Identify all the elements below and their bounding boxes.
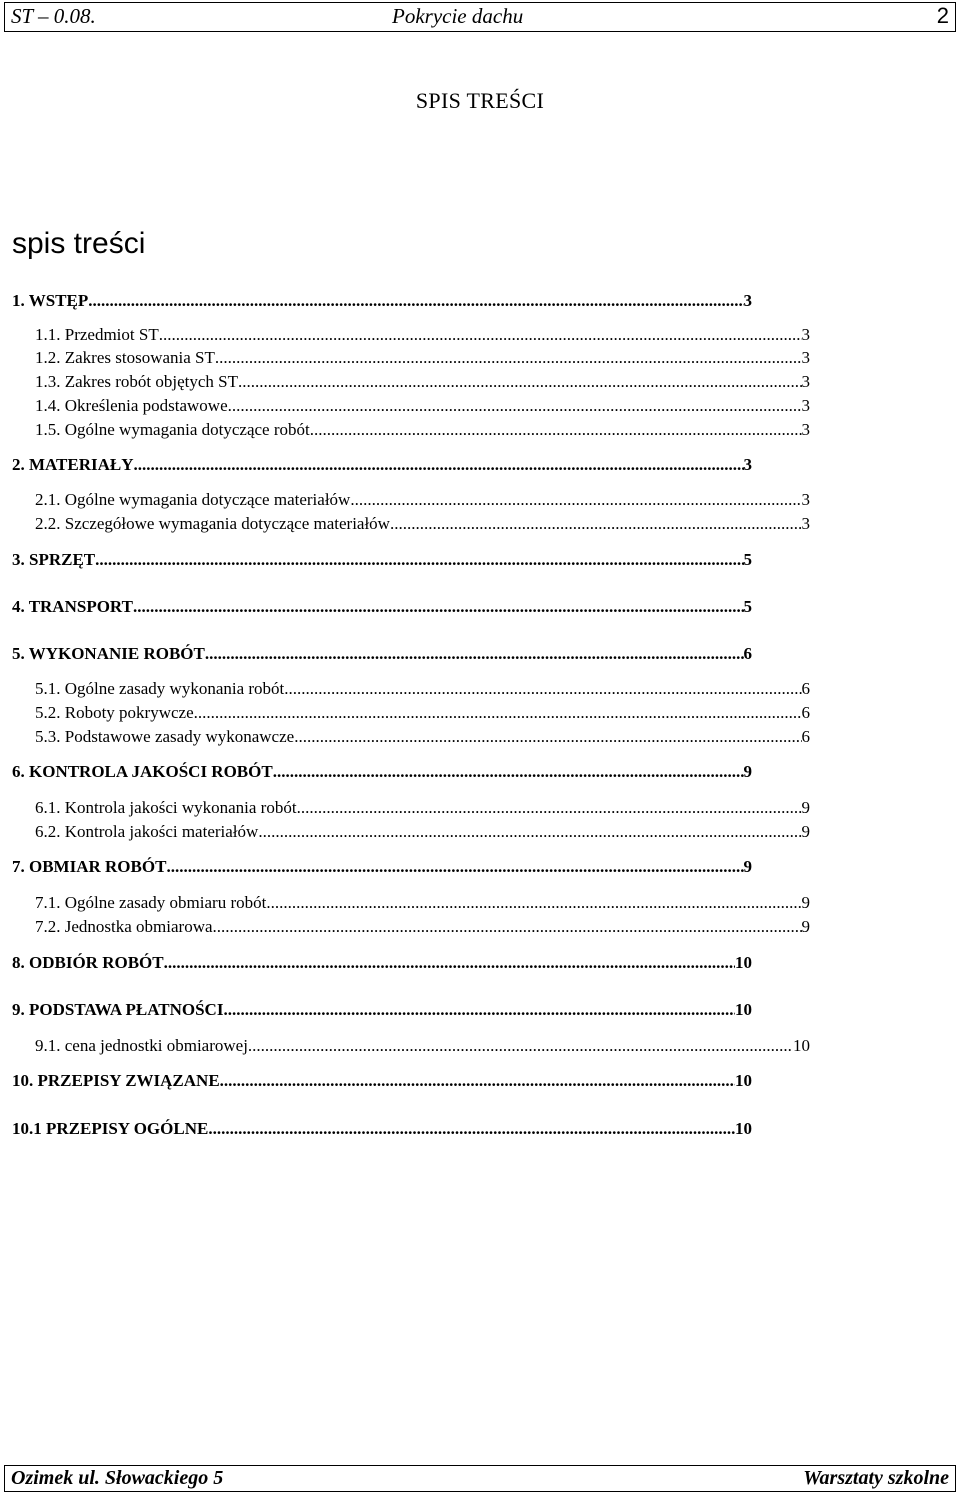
toc-leader-dots (284, 679, 801, 699)
toc-entry-label: 2.1. Ogólne wymagania dotyczące materiałów (35, 490, 351, 509)
toc-entry-page: 5 (743, 550, 752, 569)
toc-leader-dots (258, 822, 801, 842)
toc-leader-dots (208, 1119, 735, 1139)
toc-entry-page: 9 (743, 857, 752, 876)
toc-entry-label: 7. OBMIAR ROBÓT (12, 857, 167, 876)
toc-leader-dots (310, 420, 802, 440)
toc-entry-page: 6 (743, 644, 752, 663)
toc-entry[interactable] (12, 1071, 752, 1093)
toc-leader-dots (238, 372, 801, 392)
toc-entry-label: 7.1. Ogólne zasady obmiaru robót (35, 893, 267, 912)
toc-leader-dots (194, 703, 802, 723)
toc-entry-label: 8. ODBIÓR ROBÓT (12, 953, 164, 972)
header-spec-code: ST – 0.08. (11, 4, 96, 28)
toc-entry-page: 6 (801, 703, 810, 722)
toc-entry-label: 6.2. Kontrola jakości materiałów (35, 822, 259, 841)
toc-entry[interactable] (35, 348, 810, 370)
toc-leader-dots (88, 291, 743, 311)
toc-leader-dots (248, 1036, 793, 1056)
toc-entry[interactable] (12, 953, 752, 975)
toc-entry-page: 9 (743, 762, 752, 781)
toc-entry-label: 10. PRZEPISY ZWIĄZANE (12, 1071, 220, 1090)
toc-leader-dots (159, 325, 802, 345)
toc-leader-dots (95, 550, 743, 570)
page-header (4, 2, 956, 32)
toc-heading: spis treści (12, 227, 146, 260)
document-title: SPIS TREŚCI (415, 88, 545, 113)
toc-entry-label: 6. KONTROLA JAKOŚCI ROBÓT (12, 762, 273, 781)
toc-entry-page: 6 (801, 679, 810, 698)
toc-entry-label: 5.3. Podstawowe zasady wykonawcze (35, 727, 295, 746)
toc-entry-label: 1.1. Przedmiot ST (35, 325, 159, 344)
toc-leader-dots (294, 727, 801, 747)
toc-leader-dots (297, 798, 802, 818)
toc-entry-page: 10 (735, 1071, 752, 1090)
toc-leader-dots (133, 597, 744, 617)
toc-entry-label: 5.2. Roboty pokrywcze (35, 703, 194, 722)
toc-entry[interactable] (12, 550, 752, 572)
toc-leader-dots (390, 514, 802, 534)
toc-entry-page: 10 (735, 1119, 752, 1138)
toc-entry-label: 4. TRANSPORT (12, 597, 133, 616)
toc-leader-dots (228, 396, 802, 416)
toc-entry-page: 9 (801, 798, 810, 817)
toc-leader-dots (166, 857, 743, 877)
page-footer (4, 1465, 956, 1492)
toc-entry-page: 10 (735, 953, 752, 972)
toc-leader-dots (134, 455, 744, 475)
toc-entry[interactable] (35, 798, 810, 820)
toc-entry-page: 5 (743, 597, 752, 616)
toc-entry[interactable] (35, 822, 810, 844)
toc-entry[interactable] (12, 597, 752, 619)
toc-entry-page: 3 (801, 420, 810, 439)
toc-entry-page: 6 (801, 727, 810, 746)
toc-entry-page: 3 (743, 291, 752, 310)
toc-entry-page: 9 (801, 917, 810, 936)
toc-entry[interactable] (12, 1000, 752, 1022)
toc-entry-page: 3 (801, 396, 810, 415)
toc-leader-dots (215, 348, 802, 368)
toc-entry-page: 3 (801, 490, 810, 509)
toc-entry-page: 10 (793, 1036, 810, 1055)
toc-entry[interactable] (12, 644, 752, 666)
toc-entry-label: 3. SPRZĘT (12, 550, 96, 569)
toc-entry-label: 1.3. Zakres robót objętych ST (35, 372, 239, 391)
toc-entry[interactable] (35, 893, 810, 915)
toc-entry-label: 9.1. cena jednostki obmiarowej (35, 1036, 248, 1055)
toc-leader-dots (266, 893, 801, 913)
toc-entry[interactable] (12, 762, 752, 784)
toc-entry-label: 1. WSTĘP (12, 291, 89, 310)
footer-location: Warsztaty szkolne (803, 1467, 949, 1489)
toc-entry-page: 9 (801, 893, 810, 912)
toc-entry-label: 2.2. Szczegółowe wymagania dotyczące materiałów (35, 514, 390, 533)
toc-entry[interactable] (12, 291, 752, 313)
toc-entry[interactable] (35, 1036, 810, 1058)
toc-entry[interactable] (35, 514, 810, 536)
toc-leader-dots (213, 917, 802, 937)
toc-entry-label: 2. MATERIAŁY (12, 455, 134, 474)
toc-entry-label: 10.1 PRZEPISY OGÓLNE (12, 1119, 209, 1138)
toc-entry[interactable] (35, 325, 810, 347)
toc-entry-label: 1.5. Ogólne wymagania dotyczące robót (35, 420, 310, 439)
toc-entry-label: 9. PODSTAWA PŁATNOŚCI (12, 1000, 224, 1019)
toc-entry-label: 7.2. Jednostka obmiarowa (35, 917, 213, 936)
toc-entry-label: 5.1. Ogólne zasady wykonania robót (35, 679, 285, 698)
toc-leader-dots (220, 1071, 735, 1091)
toc-entry-label: 6.1. Kontrola jakości wykonania robót (35, 798, 297, 817)
toc-entry-page: 3 (801, 372, 810, 391)
toc-leader-dots (205, 644, 744, 664)
toc-leader-dots (164, 953, 735, 973)
toc-entry[interactable] (35, 372, 810, 394)
toc-entry[interactable] (35, 396, 810, 418)
toc-leader-dots (273, 762, 744, 782)
toc-entry[interactable] (35, 917, 810, 939)
toc-entry-page: 3 (743, 455, 752, 474)
toc-entry[interactable] (35, 420, 810, 442)
toc-entry-page: 10 (735, 1000, 752, 1019)
toc-entry[interactable] (35, 703, 810, 725)
header-spec-title: Pokrycie dachu (392, 4, 524, 28)
toc-entry[interactable] (12, 1119, 752, 1141)
header-page-number: 2 (936, 3, 949, 28)
toc-entry[interactable] (35, 727, 810, 749)
toc-entry-page: 3 (801, 325, 810, 344)
toc-entry[interactable] (35, 679, 810, 701)
toc-entry-page: 3 (801, 514, 810, 533)
toc-entry[interactable] (35, 490, 810, 512)
toc-entry-page: 9 (801, 822, 810, 841)
toc-entry-page: 3 (801, 348, 810, 367)
toc-leader-dots (350, 490, 801, 510)
toc-entry[interactable] (12, 455, 752, 477)
toc-leader-dots (223, 1000, 735, 1020)
toc-entry-label: 1.2. Zakres stosowania ST (35, 348, 215, 367)
toc-entry-label: 1.4. Określenia podstawowe (35, 396, 228, 415)
toc-entry-label: 5. WYKONANIE ROBÓT (12, 644, 205, 663)
footer-address: Ozimek ul. Słowackiego 5 (11, 1467, 224, 1489)
toc-entry[interactable] (12, 857, 752, 879)
